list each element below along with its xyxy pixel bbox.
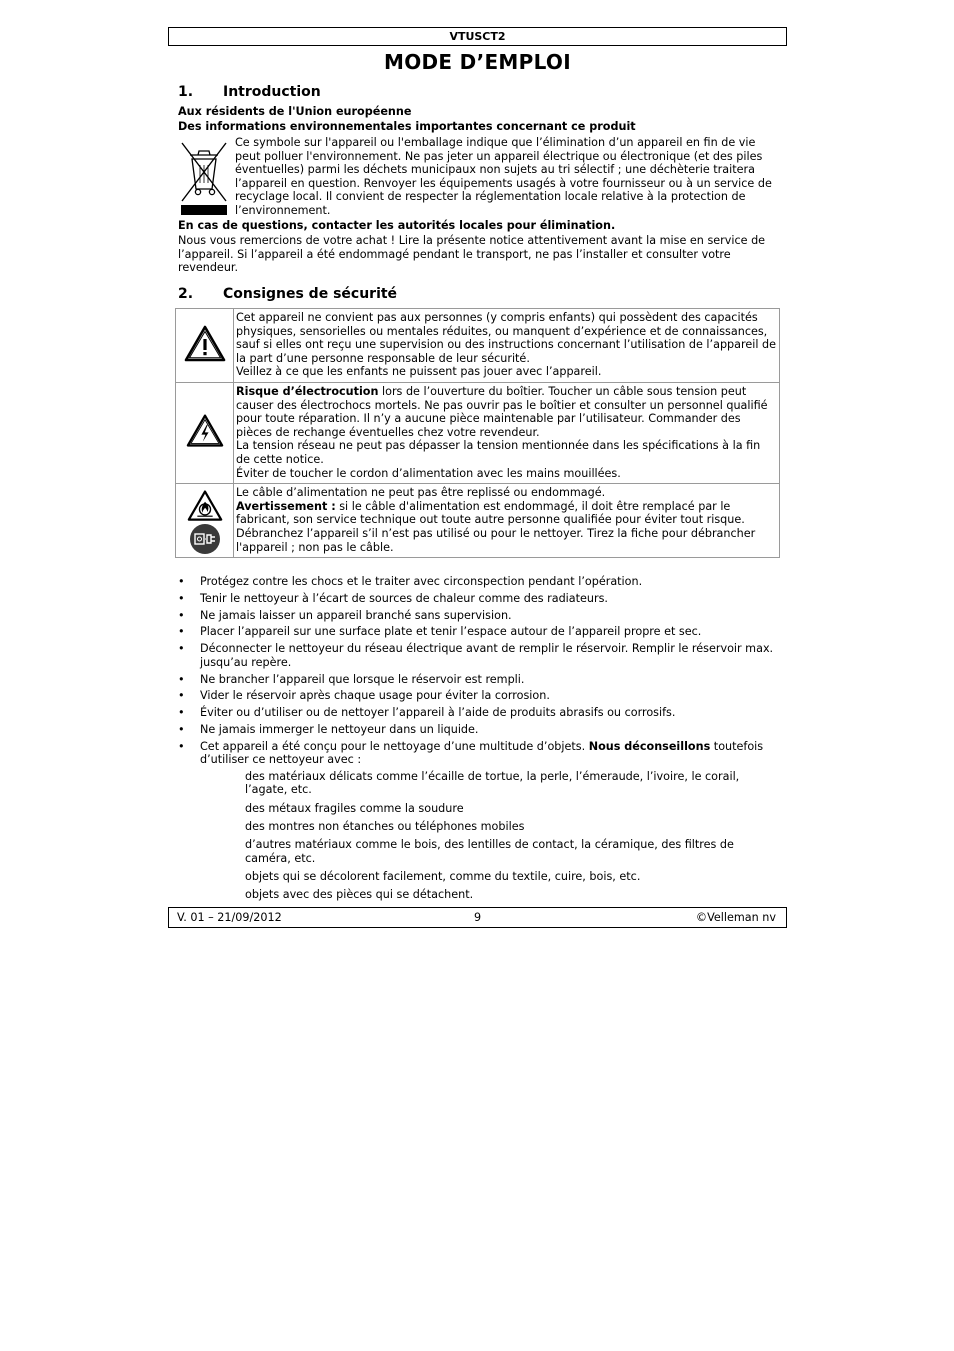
list-item xyxy=(178,706,780,720)
safety-icon-cell xyxy=(176,484,234,558)
list-item xyxy=(178,592,780,606)
safety-paragraph-text: lors de l’ouverture du boîtier. Toucher un câble sous tension peut causer des électrochocs mortels. Ne pas ouvrir pas le boîtier et consulter un personnel qualifié pour toute réparation. Il n’y a aucune pièce maintenable par l’utilisateur. Commander des pièces de rechange éventuelles chez votre revendeur. xyxy=(236,384,768,439)
warning-icon xyxy=(183,324,227,364)
list-item-text: Cet appareil a été conçu pour le nettoyage d’une multitude d’objets. xyxy=(200,739,589,753)
electric-risk-label: Risque d’électrocution xyxy=(236,384,379,398)
section-title: Introduction xyxy=(223,84,321,100)
safety-icon-cell xyxy=(176,382,234,483)
weee-black-bar xyxy=(181,205,227,215)
safety-icon-cell xyxy=(176,309,234,383)
section-heading-introduction xyxy=(178,83,321,101)
safety-text-cell xyxy=(234,309,780,383)
safety-paragraph: Veillez à ce que les enfants ne puissent pas jouer avec l’appareil. xyxy=(236,365,602,379)
list-item xyxy=(178,673,780,687)
safety-paragraph: Le câble d’alimentation ne peut pas être replissé ou endommagé. xyxy=(236,486,606,500)
bullet-dot: • xyxy=(178,739,185,753)
safety-row xyxy=(176,309,780,383)
list-item-text: Protégez contre les chocs et le traiter avec circonspection pendant l’opération. xyxy=(200,575,643,588)
bullet-dot: • xyxy=(178,625,185,639)
safety-paragraph: Débranchez l’appareil s’il n’est pas utilisé ou pour le nettoyer. Tirez la fiche pour débrancher l'appareil ; non pas le câble. xyxy=(236,526,756,554)
bullet-dot: • xyxy=(178,608,185,622)
list-item xyxy=(178,740,780,902)
safety-text-cell xyxy=(234,382,780,483)
list-item xyxy=(178,723,780,737)
list-item xyxy=(178,575,780,589)
sub-list-item: des matériaux délicats comme l’écaille de tortue, la perle, l’émeraude, l’ivoire, le corail, l’agate, etc. xyxy=(245,769,740,797)
footer-version: V. 01 – 21/09/2012 xyxy=(177,911,282,924)
safety-row xyxy=(176,382,780,483)
questions-line: En cas de questions, contacter les autorités locales pour élimination. xyxy=(178,219,616,232)
list-item-text: Ne brancher l’appareil que lorsque le réservoir est rempli. xyxy=(200,672,525,686)
safety-paragraph xyxy=(236,385,777,439)
list-item xyxy=(178,642,780,669)
list-item xyxy=(178,609,780,623)
bullet-dot: • xyxy=(178,689,185,703)
safety-paragraph: La tension réseau ne peut pas dépasser la tension mentionnée dans les spécifications à la fin de cette notice. xyxy=(236,439,761,466)
safety-row xyxy=(176,484,780,558)
section-title: Consignes de sécurité xyxy=(223,286,398,302)
safety-paragraph: Cet appareil ne convient pas aux personnes (y compris enfants) qui possèdent des capacités physiques, sensorielles ou mentales réduites, ou manquent d’expérience et de connaissances, sauf si elles ont reçu une supervision ou des instructions concernant l’utilisation de l’appareil de la part d’une personne responsable de leur sécurité. xyxy=(236,311,777,365)
list-item-text: Vider le réservoir après chaque usage pour éviter la corrosion. xyxy=(200,689,550,703)
env-info-line: Des informations environnementales importantes concernant ce produit xyxy=(178,120,636,133)
footer-page-number: 9 xyxy=(473,911,482,924)
weee-description: Ce symbole sur l'appareil ou l'emballage indique que l’élimination d’un appareil en fin de vie peut polluer l'environnement. Ne pas jeter un appareil électrique ou électronique (et des piles éventuelles) parmi les déchets municipaux non sujets au tri sélectif ; une déchèterie traitera l’appareil en question. Renvoyer les équipements usagés à votre fournisseur ou à un service de recyclage local. Il convient de respecter la réglementation locale relative à la protection de l’environnement. xyxy=(235,136,772,217)
sub-list xyxy=(200,770,780,902)
safety-paragraph: Éviter de toucher le cordon d’alimentation avec les mains mouillées. xyxy=(236,466,621,480)
sub-list-item: d’autres matériaux comme le bois, des lentilles de contact, la céramique, des filtres de caméra, etc. xyxy=(245,837,734,865)
bullet-dot: • xyxy=(178,672,185,686)
section-number: 1. xyxy=(178,84,194,100)
page-title: MODE D’EMPLOI xyxy=(384,50,571,74)
bullet-dot: • xyxy=(178,642,185,656)
list-item-text: Éviter ou d’utiliser ou de nettoyer l’appareil à l’aide de produits abrasifs ou corrosifs. xyxy=(200,706,676,720)
bullet-dot: • xyxy=(178,722,185,736)
sub-list-item: objets qui se décolorent facilement, comme du textile, cuire, bois, etc. xyxy=(245,869,641,883)
safety-paragraph xyxy=(236,500,777,527)
eu-residents-line: Aux résidents de l'Union européenne xyxy=(178,105,412,118)
sub-list-item: des métaux fragiles comme la soudure xyxy=(245,801,464,815)
emphasis-text: Nous déconseillons xyxy=(588,739,711,753)
list-item-text: Ne jamais immerger le nettoyeur dans un liquide. xyxy=(200,722,479,736)
bullet-dot: • xyxy=(178,575,185,588)
model-header: VTUSCT2 xyxy=(168,27,787,46)
list-item-text: Déconnecter le nettoyeur du réseau électrique avant de remplir le réservoir. Remplir le réservoir max. jusqu’au repère. xyxy=(200,642,774,669)
bullet-dot: • xyxy=(178,706,185,720)
fire-hazard-icon xyxy=(186,489,224,523)
section-heading-safety xyxy=(178,285,397,303)
list-item-text: Placer l’appareil sur une surface plate et tenir l’espace autour de l’appareil propre et sec. xyxy=(200,625,702,639)
sub-list-item: des montres non étanches ou téléphones mobiles xyxy=(245,819,525,833)
bullet-dot: • xyxy=(178,591,185,605)
page-footer xyxy=(168,907,787,928)
section-number: 2. xyxy=(178,286,194,302)
list-item xyxy=(178,625,780,639)
safety-table xyxy=(175,308,780,558)
safety-paragraph-text: si le câble d'alimentation est endommagé, il doit être remplacé par le fabricant, son service technique out toute autre personne qualifiée pour éviter tout risque. xyxy=(236,499,745,527)
thanks-paragraph: Nous vous remercions de votre achat ! Lire la présente notice attentivement avant la mise en service de l’appareil. Si l’appareil a été endommagé pendant le transport, ne pas l’installer et consulter votre revendeur. xyxy=(178,234,766,275)
list-item-text: Ne jamais laisser un appareil branché sans supervision. xyxy=(200,608,512,622)
electric-shock-icon xyxy=(185,413,225,449)
safety-bullet-list xyxy=(178,575,780,906)
list-item-text: Tenir le nettoyeur à l’écart de sources de chaleur comme des radiateurs. xyxy=(200,591,608,605)
list-item-text: toutefois d’utiliser ce nettoyeur avec : xyxy=(200,739,764,767)
unplug-icon xyxy=(189,523,221,555)
sub-list-item: objets avec des pièces qui se détachent. xyxy=(245,887,474,901)
list-item xyxy=(178,689,780,703)
safety-text-cell xyxy=(234,484,780,558)
warning-label: Avertissement : xyxy=(236,499,336,513)
footer-copyright: ©Velleman nv xyxy=(695,911,776,924)
